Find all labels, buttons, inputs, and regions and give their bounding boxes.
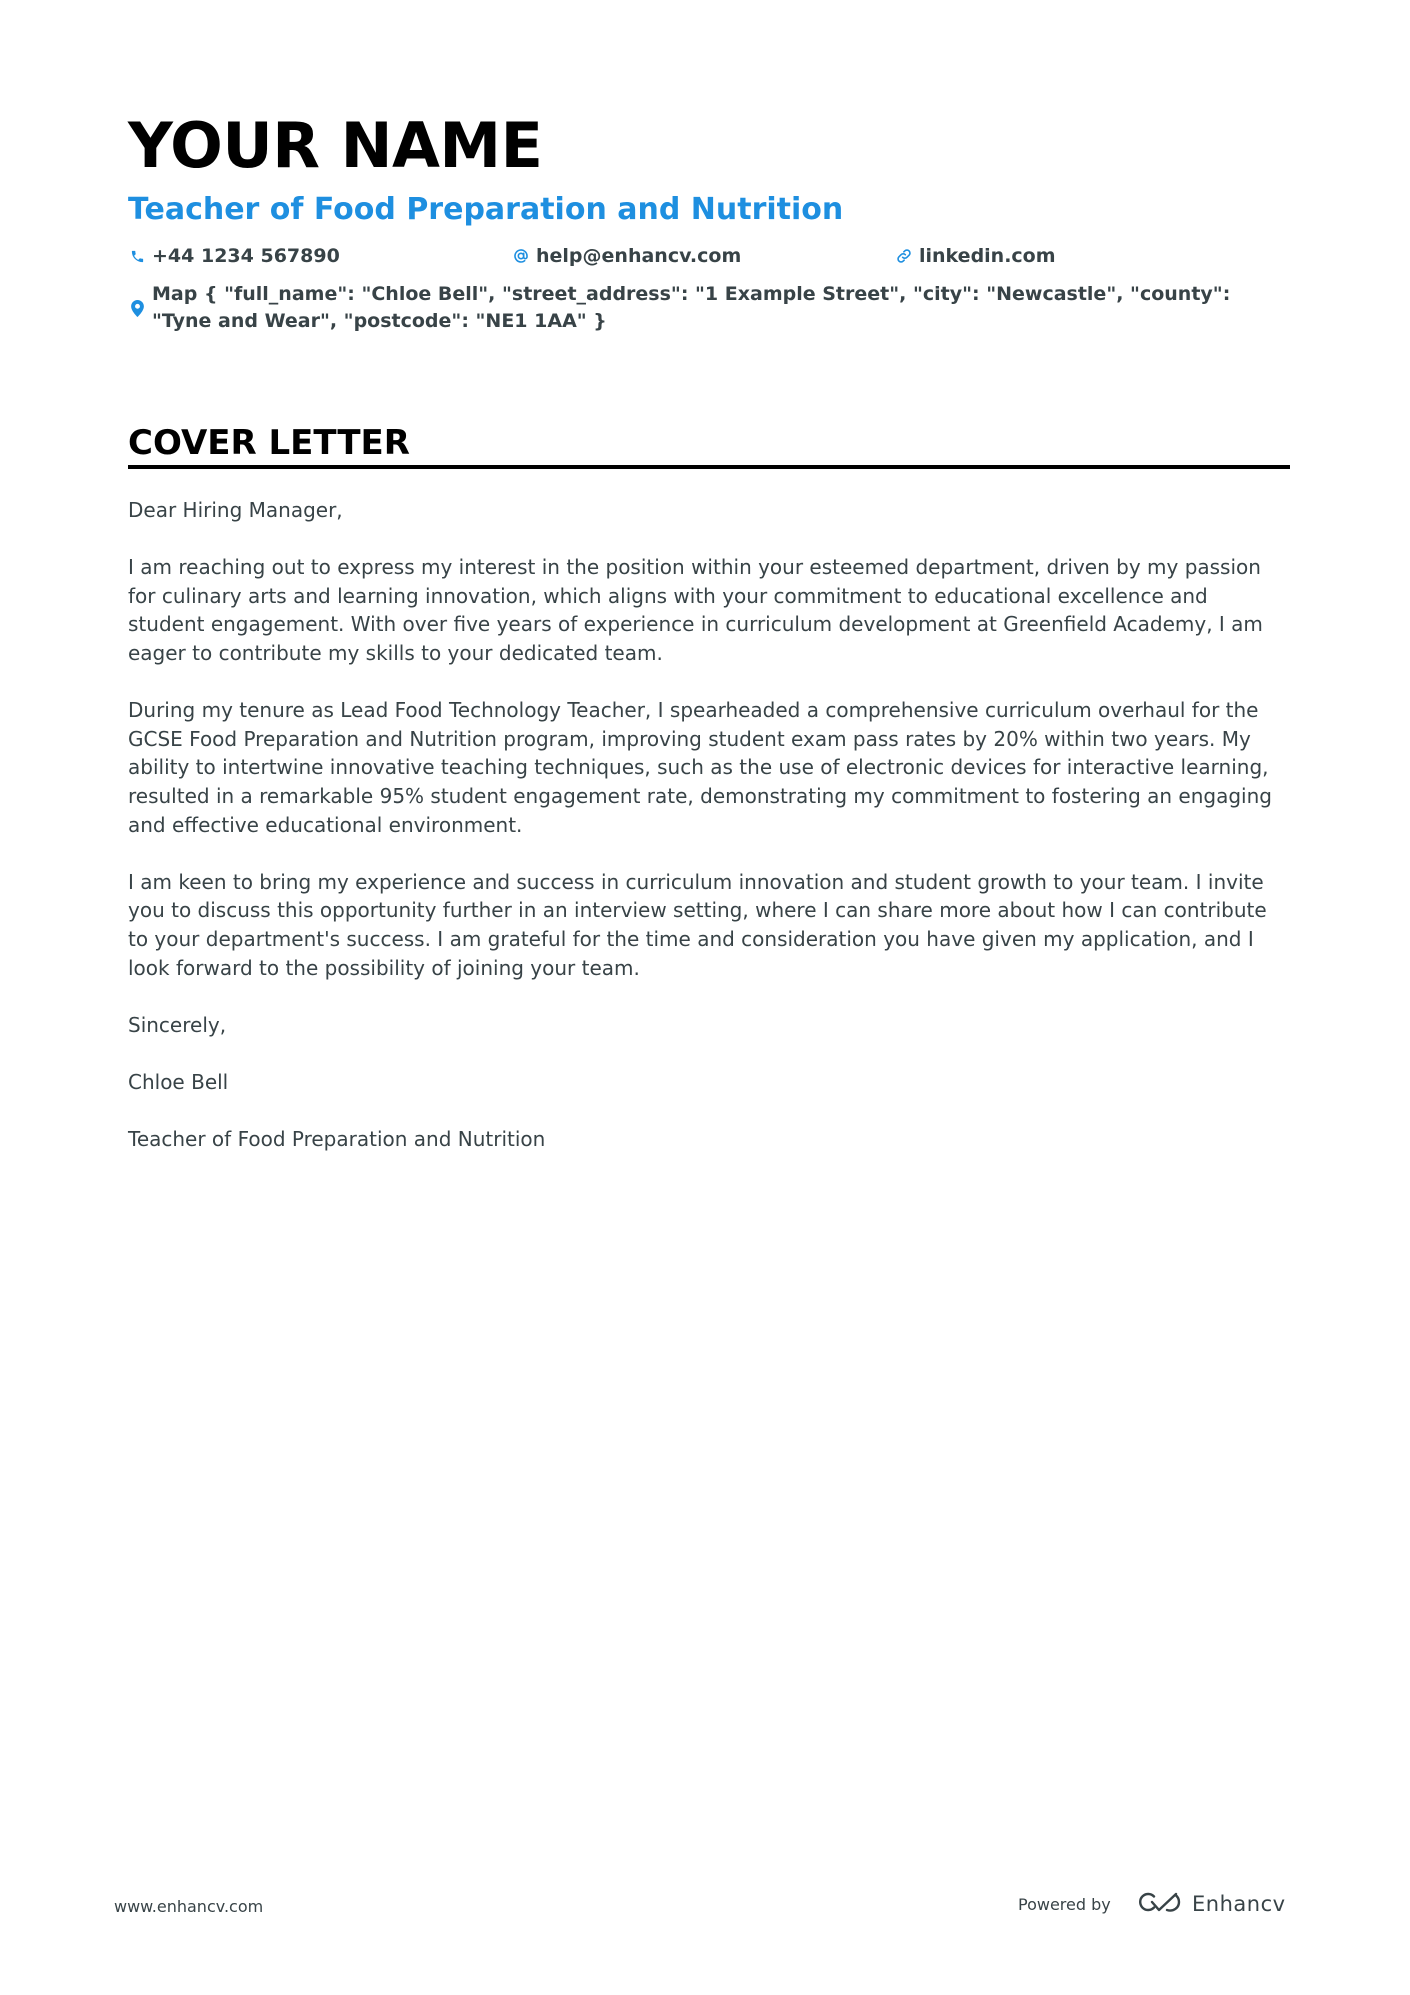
section-title: COVER LETTER (128, 423, 410, 463)
contact-email-text: help@enhancv.com (536, 245, 742, 267)
link-icon (895, 247, 913, 265)
section-divider (128, 465, 1290, 469)
signature-name: Chloe Bell (128, 1069, 229, 1094)
letter-paragraph: I am reaching out to express my interest in the position within your esteemed department, driven by my passion for culinary arts and learning innovation, which aligns with your commitment to educational excellence and student engagement. With over five years of experience in curriculum development at Greenfield Academy, I am eager to contribute my skills to your dedicated team. (128, 555, 1263, 665)
footer-brand-logo[interactable] (1138, 1888, 1286, 1920)
footer-brand-name: Enhancv (1192, 1892, 1286, 1916)
location-pin-icon (128, 298, 146, 318)
letter-body (128, 496, 1290, 1182)
footer-powered-by: Powered by (1018, 1895, 1111, 1914)
contact-email[interactable] (512, 242, 741, 270)
contact-phone[interactable] (128, 242, 340, 270)
letter-closing: Sincerely, (128, 1012, 227, 1037)
phone-icon (128, 247, 146, 265)
letter-paragraph: I am keen to bring my experience and success in curriculum innovation and student growth to your team. I invite you to discuss this opportunity further in an interview setting, where I can share more about how I can contribute to your department's success. I am grateful for the time and consideration you have given my application, and I look forward to the possibility of joining your team. (128, 869, 1267, 980)
contact-address (128, 281, 1290, 335)
footer-url[interactable]: www.enhancv.com (114, 1897, 264, 1916)
contact-phone-text: +44 1234 567890 (152, 245, 340, 267)
applicant-name: YOUR NAME (128, 109, 543, 182)
applicant-role: Teacher of Food Preparation and Nutrition (128, 192, 844, 227)
signature-title: Teacher of Food Preparation and Nutrition (128, 1127, 546, 1152)
enhancv-logo-icon (1138, 1890, 1184, 1919)
letter-greeting: Dear Hiring Manager, (128, 498, 343, 522)
contact-link[interactable] (895, 242, 1056, 270)
contact-link-text: linkedin.com (919, 245, 1056, 267)
at-icon (512, 247, 530, 265)
contact-row (128, 242, 1290, 272)
contact-address-text: Map { "full_name": "Chloe Bell", "street_address": "1 Example Street", "city": "Newcastle", "county": "Tyne and Wear", "postcode": "NE1 1AA" } (152, 283, 1231, 332)
letter-paragraph: During my tenure as Lead Food Technology Teacher, I spearheaded a comprehensive curriculum overhaul for the GCSE Food Preparation and Nutrition program, improving student exam pass rates by 20% within two years. My ability to intertwine innovative teaching techniques, such as the use of electronic devices for interactive learning, resulted in a remarkable 95% student engagement rate, demonstrating my commitment to fostering an engaging and effective educational environment. (128, 698, 1272, 837)
